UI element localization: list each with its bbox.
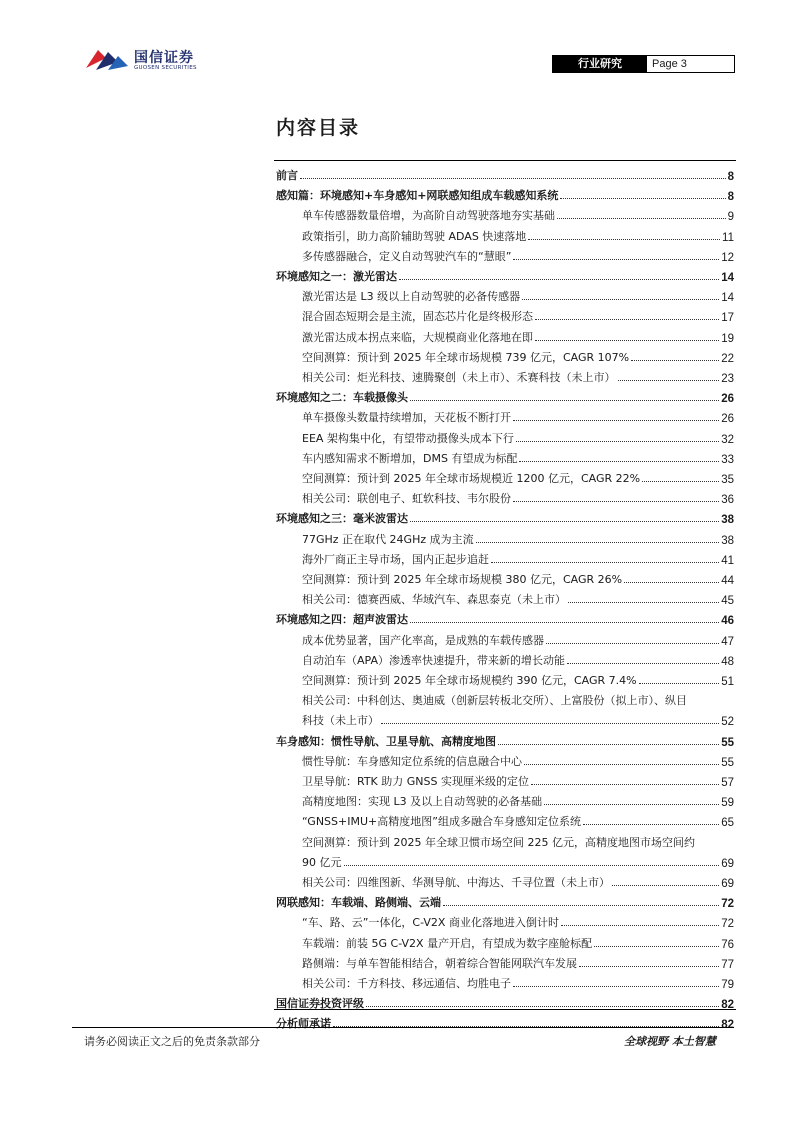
toc-entry[interactable]	[302, 304, 734, 324]
toc-entry-title: 环境感知之三：毫米波雷达	[276, 512, 408, 526]
toc-entry-title: 相关公司：千方科技、移远通信、均胜电子	[302, 977, 511, 990]
page-number: Page 3	[652, 58, 687, 70]
toc-section[interactable]	[276, 607, 734, 627]
toc-page-number: 11	[722, 231, 734, 244]
toc-entry[interactable]	[302, 244, 734, 264]
toc-leader-dots	[579, 966, 719, 967]
toc-page-number: 41	[721, 554, 734, 567]
toc-page-number: 8	[727, 171, 734, 183]
brand-name-en: GUOSEN SECURITIES	[134, 65, 197, 71]
toc-page-number: 38	[721, 514, 734, 527]
toc-entry[interactable]	[302, 708, 734, 728]
toc-entry[interactable]	[302, 224, 734, 244]
footer-disclaimer: 请务必阅读正文之后的免责条款部分	[84, 1035, 260, 1048]
toc-leader-dots	[300, 178, 726, 179]
toc-entry-title: 单车传感器数量倍增，为高阶自动驾驶落地夯实基础	[302, 209, 555, 223]
toc-entry[interactable]	[302, 587, 734, 607]
toc-section[interactable]	[276, 729, 734, 749]
toc-entry-title: 激光雷达成本拐点来临，大规模商业化落地在即	[302, 330, 533, 344]
toc-section[interactable]	[276, 890, 734, 910]
toc-page-number: 36	[721, 494, 734, 507]
toc-page-number: 32	[721, 433, 734, 446]
toc-page-number: 72	[721, 918, 734, 931]
toc-leader-dots	[567, 663, 719, 664]
toc-entry-lead: 空间测算：预计到 2025 年全球卫惯市场空间 225 亿元，高精度地图市场空间约	[302, 835, 695, 849]
toc-leader-dots	[561, 925, 719, 926]
toc-page-number: 76	[721, 938, 734, 951]
toc-entry[interactable]	[302, 749, 734, 769]
toc-entry-title: EEA 架构集中化，有望带动摄像头成本下行	[302, 431, 514, 445]
toc-leader-dots	[513, 501, 719, 502]
toc-page-number: 47	[721, 635, 734, 648]
toc-section[interactable]	[276, 1011, 734, 1031]
toc-entry-title: 车内感知需求不断增加，DMS 有望成为标配	[302, 451, 518, 465]
toc-page-number: 35	[721, 474, 734, 486]
toc-leader-dots	[498, 744, 719, 745]
toc-page-number: 23	[721, 373, 734, 385]
toc-entry-title: 车载端：前装 5G C-V2X 量产开启，有望成为数字座舱标配	[302, 936, 593, 950]
toc-leader-dots	[410, 521, 719, 522]
toc-leader-dots	[544, 804, 719, 805]
toc-page-number: 46	[721, 615, 734, 628]
toc-entry[interactable]	[302, 325, 734, 345]
toc-entry-title: 相关公司：德赛西威、华域汽车、森思泰克（未上市）	[302, 593, 566, 607]
toc-entry[interactable]	[302, 203, 734, 223]
toc-page-number: 26	[721, 413, 734, 426]
toc-entry[interactable]	[302, 789, 734, 809]
toc-page-number: 55	[721, 756, 734, 769]
toc-entry-lead: 相关公司：中科创达、奥迪威（创新层转板北交所）、上富股份（拟上市）、纵目	[302, 694, 687, 708]
toc-leader-dots	[513, 259, 719, 260]
toc-page-number: 45	[721, 595, 734, 608]
footer-slogan: 全球视野 本土智慧	[624, 1035, 716, 1048]
toc-page-number: 14	[721, 272, 734, 284]
toc-section[interactable]	[276, 264, 734, 284]
guosen-logo	[84, 44, 214, 74]
toc-page-number: 38	[721, 534, 734, 547]
guosen-logo-icon	[84, 44, 130, 74]
toc-leader-dots	[594, 946, 719, 947]
toc-entry[interactable]	[302, 951, 734, 971]
toc-entry[interactable]	[302, 850, 734, 870]
toc-bottom-divider	[274, 1009, 736, 1010]
toc-entry-title: 自动泊车（APA）渗透率快速提升，带来新的增长动能	[302, 653, 565, 667]
toc-entry[interactable]	[302, 466, 734, 486]
page-title: 内容目录	[276, 117, 361, 139]
toc-entry[interactable]	[302, 931, 734, 951]
toc-leader-dots	[381, 723, 719, 724]
toc-entry[interactable]	[302, 486, 734, 506]
toc-leader-dots	[583, 824, 719, 825]
toc-page-number: 55	[721, 736, 734, 749]
toc-leader-dots	[535, 319, 719, 320]
toc-page-number: 79	[721, 979, 734, 991]
toc-entry-title: 国信证券投资评级	[276, 997, 364, 1011]
toc-leader-dots	[618, 380, 720, 381]
toc-entry-title: 激光雷达是 L3 级以上自动驾驶的必备传感器	[302, 290, 521, 304]
toc-entry-title: 卫星导航：RTK 助力 GNSS 实现厘米级的定位	[302, 775, 529, 788]
toc-entry-title: 环境感知之一：激光雷达	[276, 270, 397, 283]
toc-leader-dots	[624, 582, 719, 583]
toc-entry-title: 环境感知之四：超声波雷达	[276, 613, 408, 627]
toc-entry-title: 高精度地图：实现 L3 及以上自动驾驶的必备基础	[302, 795, 543, 809]
toc-leader-dots	[513, 420, 719, 421]
toc-entry[interactable]	[302, 567, 734, 587]
toc-page-number: 51	[721, 676, 734, 688]
toc-entry-title: 空间测算：预计到 2025 年全球市场规模近 1200 亿元，CAGR 22%	[302, 472, 641, 485]
toc-entry-title: 90 亿元	[302, 855, 342, 869]
toc-entry[interactable]	[302, 365, 734, 385]
toc-page-number: 8	[727, 191, 734, 204]
toc-entry[interactable]	[302, 405, 734, 425]
toc-entry[interactable]	[302, 769, 734, 789]
toc-page-number: 9	[727, 211, 734, 224]
footer-divider	[72, 1027, 734, 1028]
toc-section[interactable]	[276, 385, 734, 405]
toc-page-number: 59	[721, 797, 734, 810]
toc-leader-dots	[443, 905, 719, 906]
toc-leader-dots	[344, 865, 720, 866]
toc-entry-title: 惯性导航：车身感知定位系统的信息融合中心	[302, 754, 522, 768]
toc-leader-dots	[410, 622, 719, 623]
toc-page-number: 19	[721, 332, 734, 345]
toc-page-number: 14	[721, 292, 734, 305]
toc-entry-title: 分析师承诺	[276, 1017, 331, 1031]
toc-page-number: 52	[721, 716, 734, 729]
toc-section[interactable]	[276, 163, 734, 183]
toc-entry[interactable]	[302, 628, 734, 648]
toc-entry-title: 前言	[276, 169, 298, 182]
toc-entry[interactable]	[302, 446, 734, 466]
toc-entry[interactable]	[302, 547, 734, 567]
toc-page-number: 17	[721, 312, 734, 325]
toc-leader-dots	[568, 602, 719, 603]
toc-entry[interactable]	[302, 809, 734, 829]
title-divider	[274, 160, 736, 161]
toc-entry-title: 网联感知：车载端、路侧端、云端	[276, 896, 441, 910]
toc-page-number: 69	[721, 878, 734, 890]
toc-leader-dots	[524, 764, 719, 765]
toc-page-number: 69	[721, 857, 734, 870]
toc-entry-title: 相关公司：四维图新、华测导航、中海达、千寻位置（未上市）	[302, 876, 610, 889]
toc-page-number: 82	[721, 999, 734, 1012]
toc-leader-dots	[642, 481, 719, 482]
toc-entry[interactable]	[302, 668, 734, 688]
toc-leader-dots	[476, 542, 720, 543]
brand-name-cn: 国信证券	[134, 50, 194, 66]
toc-entry[interactable]	[302, 284, 734, 304]
toc-leader-dots	[531, 784, 719, 785]
toc-entry[interactable]	[302, 870, 734, 890]
toc-leader-dots	[535, 340, 719, 341]
toc-entry-title: 77GHz 正在取代 24GHz 成为主流	[302, 532, 474, 546]
toc-page-number: 77	[721, 958, 734, 971]
toc-entry-title: 海外厂商正主导市场，国内正起步追赶	[302, 552, 489, 566]
toc-entry[interactable]	[302, 971, 734, 991]
toc-page-number: 57	[721, 777, 734, 789]
toc-page-number: 26	[721, 393, 734, 406]
toc-entry-title: 科技（未上市）	[302, 714, 379, 728]
toc-leader-dots	[491, 562, 719, 563]
toc-section[interactable]	[276, 506, 734, 526]
toc-entry-title: 成本优势显著，国产化率高，是成熟的车载传感器	[302, 633, 544, 647]
toc-entry-title: 空间测算：预计到 2025 年全球市场规模 380 亿元，CAGR 26%	[302, 573, 623, 586]
toc-leader-dots	[513, 986, 719, 987]
toc-page-number: 44	[721, 575, 734, 587]
toc-entry-title: “车、路、云”一体化，C-V2X 商业化落地进入倒计时	[302, 916, 559, 930]
toc-entry-title: 相关公司：炬光科技、速腾聚创（未上市）、禾赛科技（未上市）	[302, 371, 616, 384]
toc-section[interactable]	[276, 183, 734, 203]
toc-leader-dots	[366, 1006, 719, 1007]
toc-leader-dots	[560, 198, 725, 199]
toc-entry-title: 多传感器融合，定义自动驾驶汽车的“慧眼”	[302, 249, 512, 263]
toc-entry-title: 混合固态短期会是主流，固态芯片化是终极形态	[302, 310, 533, 324]
toc-entry-title: 政策指引，助力高阶辅助驾驶 ADAS 快速落地	[302, 229, 527, 243]
toc-leader-dots	[516, 441, 719, 442]
toc-entry-title: 相关公司：联创电子、虹软科技、韦尔股份	[302, 492, 511, 506]
toc-entry[interactable]	[302, 345, 734, 365]
toc-entry-title: 空间测算：预计到 2025 年全球市场规模约 390 亿元，CAGR 7.4%	[302, 674, 637, 687]
toc-entry-title: 环境感知之二：车载摄像头	[276, 391, 408, 405]
toc-entry[interactable]	[302, 910, 734, 930]
toc-entry[interactable]	[302, 648, 734, 668]
toc-page-number: 82	[721, 1019, 734, 1032]
toc-leader-dots	[528, 239, 720, 240]
toc-page-number: 22	[721, 352, 734, 365]
toc-page-number: 33	[721, 453, 734, 466]
toc-leader-dots	[557, 218, 726, 219]
toc-entry-title: 感知篇：环境感知+车身感知+网联感知组成车载感知系统	[276, 189, 559, 203]
toc-leader-dots	[631, 360, 719, 361]
toc-entry-title: 路侧端：与单车智能相结合，朝着综合智能网联汽车发展	[302, 956, 577, 970]
toc-entry-title: 单车摄像头数量持续增加，天花板不断打开	[302, 411, 511, 425]
toc-leader-dots	[399, 279, 719, 280]
toc-page-number: 65	[721, 817, 734, 830]
toc-page-number: 48	[721, 655, 734, 668]
toc-entry[interactable]	[302, 426, 734, 446]
toc-entry-title: 空间测算：预计到 2025 年全球市场规模 739 亿元，CAGR 107%	[302, 350, 630, 364]
toc-leader-dots	[546, 643, 719, 644]
toc-leader-dots	[519, 461, 719, 462]
toc-page-number: 72	[721, 898, 734, 911]
section-tag: 行业研究	[553, 56, 647, 72]
toc-leader-dots	[522, 299, 719, 300]
toc-entry-title: “GNSS+IMU+高精度地图”组成多融合车身感知定位系统	[302, 815, 581, 829]
toc-page-number: 12	[721, 251, 734, 264]
header-label-box	[552, 55, 735, 73]
toc-leader-dots	[612, 885, 719, 886]
toc-entry[interactable]	[302, 527, 734, 547]
toc-leader-dots	[639, 683, 720, 684]
toc-entry-title: 车身感知：惯性导航、卫星导航、高精度地图	[276, 734, 496, 748]
toc-leader-dots	[410, 400, 719, 401]
